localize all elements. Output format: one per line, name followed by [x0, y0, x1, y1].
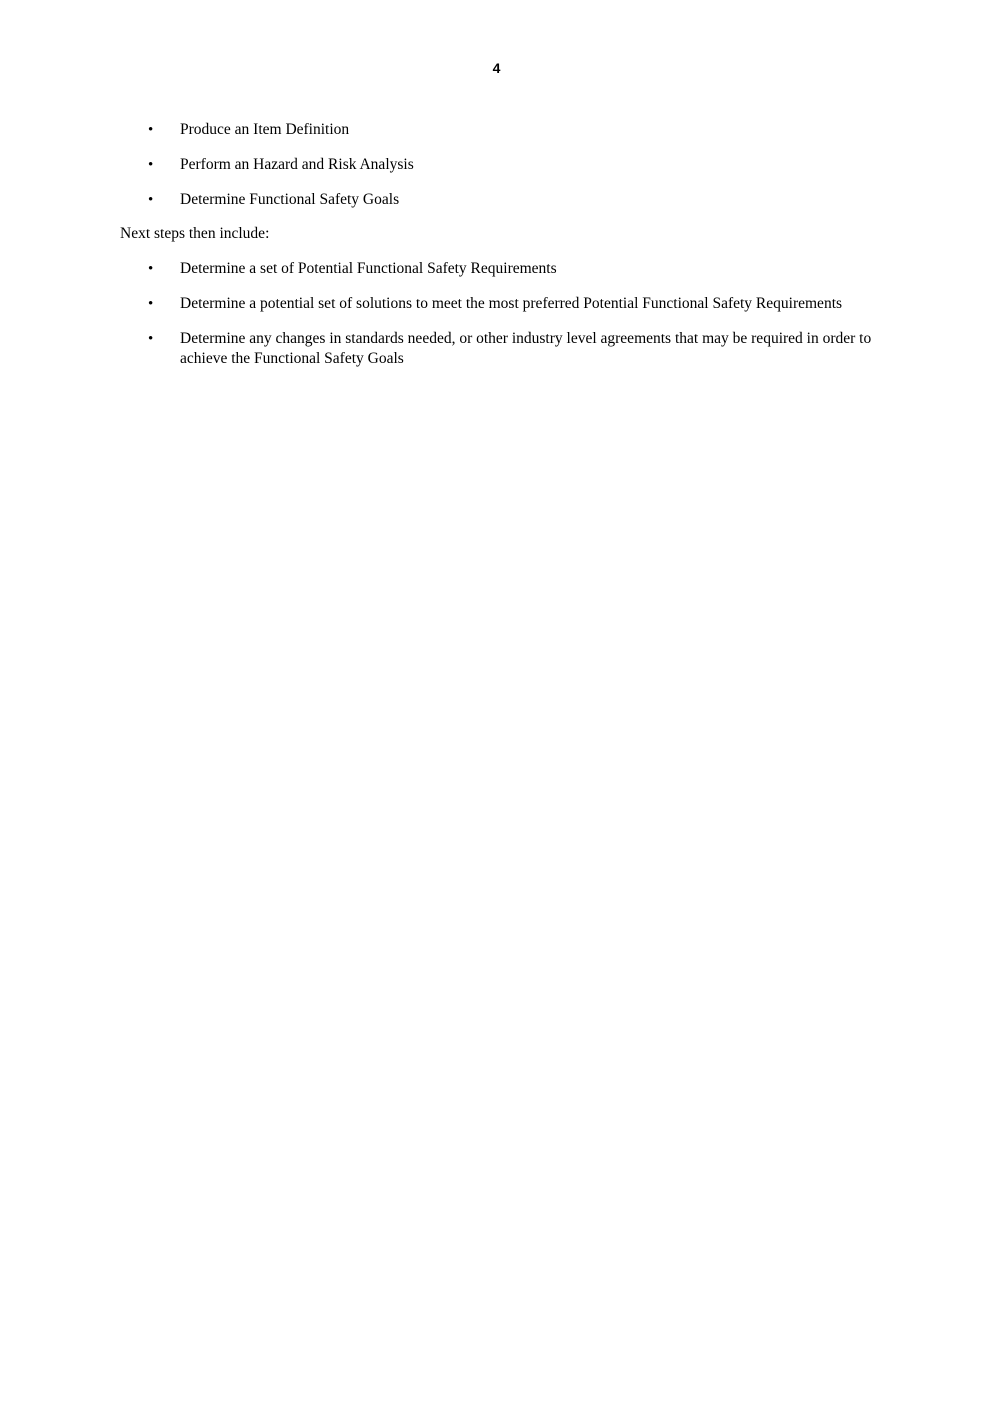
bullet-icon: • [148, 122, 154, 138]
list-item-text: Determine a potential set of solutions to meet the most preferred Potential Functional Safety Requirements [180, 295, 843, 312]
bullet-icon: • [148, 157, 154, 173]
bullet-list-second [120, 259, 880, 369]
bullet-icon: • [148, 331, 154, 347]
page-number: 4 [492, 60, 501, 76]
bullet-icon: • [148, 192, 154, 208]
list-item-text: Perform an Hazard and Risk Analysis [180, 156, 414, 173]
list-item-text: Determine any changes in standards needed, or other industry level agreements that may be required in order to achieve the Functional Safety Goals [180, 330, 872, 367]
list-item [120, 155, 880, 175]
bullet-icon: • [148, 296, 154, 312]
bullet-icon: • [148, 261, 154, 277]
list-item-text: Produce an Item Definition [180, 121, 350, 138]
list-item [120, 120, 880, 140]
list-item [120, 294, 880, 314]
list-item-text: Determine a set of Potential Functional Safety Requirements [180, 260, 557, 277]
intro-paragraph: Next steps then include: [120, 225, 270, 242]
list-item [120, 190, 880, 210]
list-item-text: Determine Functional Safety Goals [180, 191, 400, 208]
bullet-list-first [120, 120, 880, 210]
list-item [120, 259, 880, 279]
document-body [120, 120, 880, 384]
list-item [120, 329, 880, 369]
